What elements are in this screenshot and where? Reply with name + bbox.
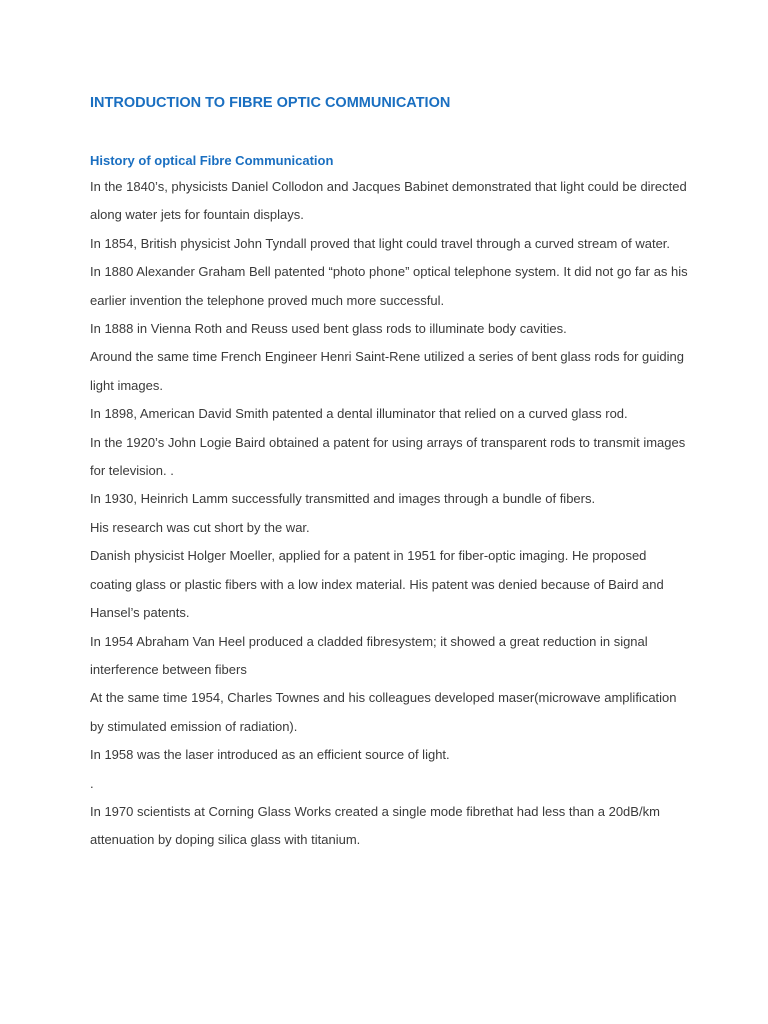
paragraph-dot: . (90, 775, 94, 791)
paragraph-1954-maser: At the same time 1954, Charles Townes and his colleagues developed maser(microwave amplification by stimulated emission of radiation). (90, 690, 677, 734)
paragraph-1920s-baird: In the 1920’s John Logie Baird obtained a patent for using arrays of transparent rods to transmit images for television. . (90, 434, 686, 479)
paragraph-saint-rene: Around the same time French Engineer Henri Saint-Rene utilized a series of bent glass rods for guiding light images. (90, 349, 684, 393)
paragraph-1898-smith: In 1898, American David Smith patented a dental illuminator that relied on a curved glass rod. (90, 406, 628, 422)
paragraph-war: His research was cut short by the war. (90, 519, 310, 535)
paragraph-1951-moeller: Danish physicist Holger Moeller, applied for a patent in 1951 for fiber-optic imaging. He proposed coating glass or plastic fibers with a low index material. His patent was denied because of Baird and Hansel’s patents. (90, 548, 664, 621)
paragraph-1958-laser: In 1958 was the laser introduced as an efficient source of light. (90, 747, 450, 763)
section-heading: History of optical Fibre Communication (90, 153, 334, 168)
paragraph-1888-vienna: In 1888 in Vienna Roth and Reuss used bent glass rods to illuminate body cavities. (90, 321, 567, 337)
paragraph-1930-lamm: In 1930, Heinrich Lamm successfully transmitted and images through a bundle of fibers. (90, 491, 596, 507)
paragraph-1954-van-heel: In 1954 Abraham Van Heel produced a cladded fibresystem; it showed a great reduction in signal interference between fibers (90, 633, 648, 677)
paragraph-1880-photophone: In 1880 Alexander Graham Bell patented “photo phone” optical telephone system. It did not go far as his earlier invention the telephone proved much more successful. (90, 264, 688, 308)
paragraph-1854-tyndall: In 1854, British physicist John Tyndall proved that light could travel through a curved stream of water. (90, 235, 671, 251)
document-content (90, 93, 690, 855)
paragraph-1970-corning: In 1970 scientists at Corning Glass Works created a single mode fibrethat had less than a 20dB/km attenuation by doping silica glass with titanium. (90, 803, 660, 848)
history-paragraphs (90, 173, 690, 855)
paragraph-1840s-water-jets: In the 1840’s, physicists Daniel Collodon and Jacques Babinet demonstrated that light could be directed along water jets for fountain displays. (90, 179, 687, 223)
document-title: INTRODUCTION TO FIBRE OPTIC COMMUNICATION (90, 95, 451, 111)
